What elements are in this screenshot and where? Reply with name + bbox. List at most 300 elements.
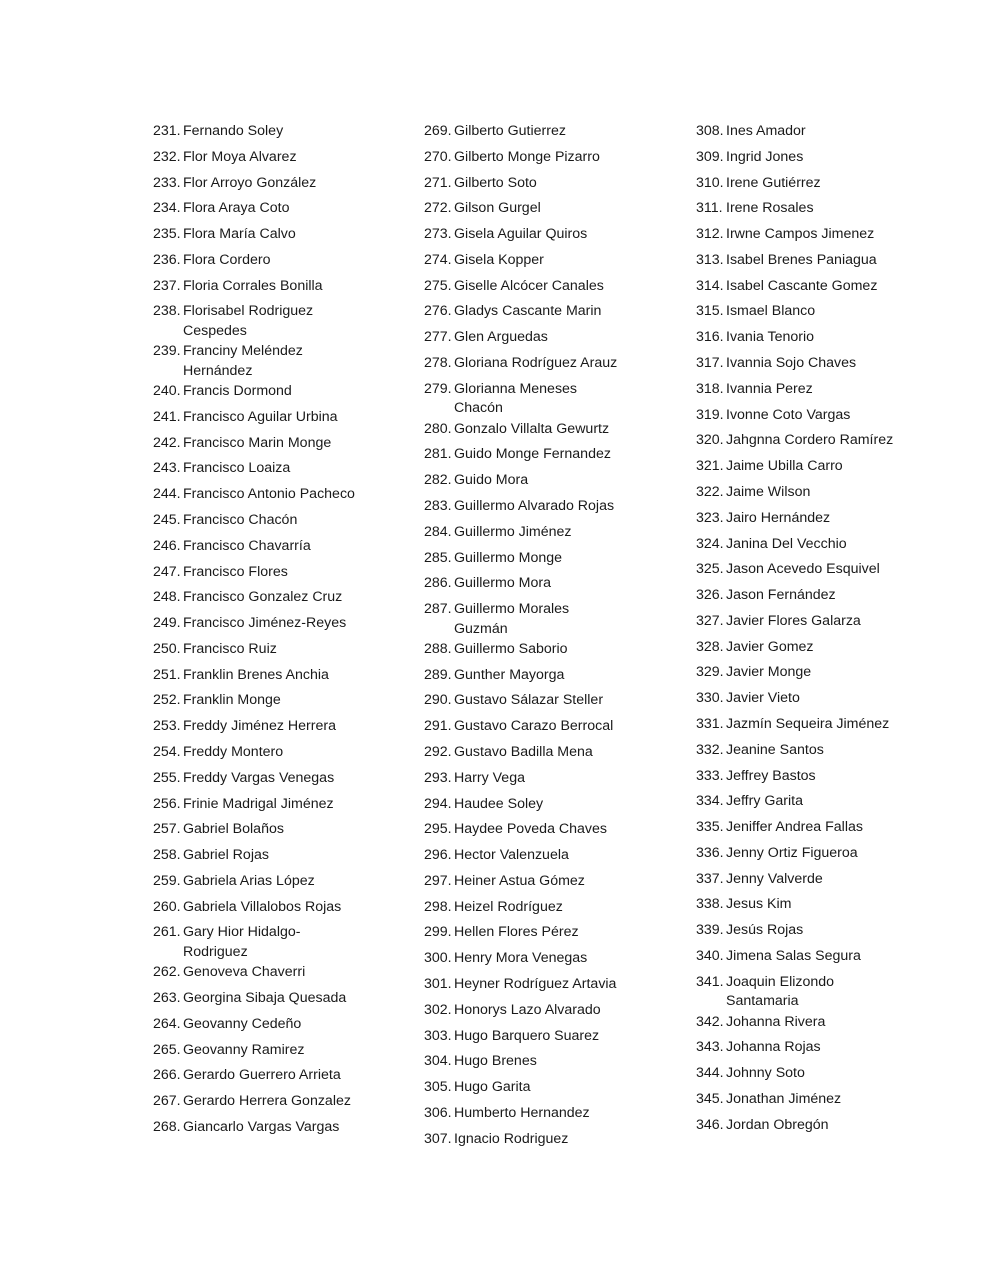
list-item [153,963,403,983]
list-item [153,691,403,711]
list-item-number: 237. [153,277,181,294]
list-item-number: 292. [424,743,452,760]
list-item-number: 341. [696,973,724,990]
list-item [696,302,966,322]
list-item [424,1027,679,1047]
list-item [696,818,966,838]
list-item-name: Gary Hior Hidalgo- Rodriguez [183,924,301,961]
list-item-number: 323. [696,509,724,526]
list-item-name: Gladys Cascante Marin [454,303,602,320]
list-item [696,174,966,194]
list-item-number: 290. [424,692,452,709]
list-item-name: Geovanny Ramirez [183,1041,305,1058]
list-item-number: 286. [424,575,452,592]
list-item [424,1001,679,1021]
list-item [153,174,403,194]
list-item-name: Guillermo Morales Guzmán [454,601,570,637]
name-list-column-3 [696,122,966,1141]
list-item [696,1013,966,1033]
list-item-number: 272. [424,200,452,217]
list-item-number: 308. [696,123,724,139]
list-item-number: 261. [153,924,181,941]
list-item-number: 303. [424,1027,452,1044]
list-item-name: Francis Dormond [183,383,292,400]
list-item-name: Florisabel Rodriguez Cespedes [183,303,314,340]
list-item [153,795,403,815]
list-item-number: 245. [153,511,181,528]
list-item [424,691,679,711]
list-item [696,921,966,941]
list-item-name: Jeniffer Andrea Fallas [726,819,863,836]
list-item-number: 250. [153,640,181,657]
list-item [424,328,679,348]
list-item-number: 283. [424,497,452,514]
list-item [696,870,966,890]
list-item-number: 285. [424,549,452,566]
list-item-number: 291. [424,718,452,735]
list-item [424,302,679,322]
list-item-name: Gustavo Sálazar Steller [454,692,604,709]
list-item-number: 293. [424,769,452,786]
list-item-number: 282. [424,472,452,489]
list-item-name: Gustavo Badilla Mena [454,743,593,760]
list-item-name: Hector Valenzuela [454,847,569,864]
list-item-name: Francisco Aguilar Urbina [183,408,338,425]
list-item [424,898,679,918]
list-item [696,767,966,787]
list-item [153,1015,403,1035]
list-item-number: 277. [424,329,452,346]
list-item-number: 306. [424,1104,452,1121]
list-item-name: Harry Vega [454,769,525,786]
list-item [696,792,966,812]
list-item [153,434,403,454]
list-item-number: 263. [153,990,181,1006]
list-item-name: Freddy Vargas Venegas [183,769,335,786]
list-item-number: 264. [153,1015,181,1032]
list-item-name: Flora Araya Coto [183,200,290,217]
list-item [153,251,403,271]
list-item-number: 337. [696,870,724,887]
list-item-name: Gilberto Gutierrez [454,123,566,139]
list-item [696,560,966,580]
list-item [424,523,679,543]
list-item-name: Hugo Barquero Suarez [454,1027,600,1044]
list-item-number: 258. [153,847,181,864]
list-item [424,354,679,374]
list-item-name: Ismael Blanco [726,303,816,320]
list-item-name: Ivannia Perez [726,380,813,397]
list-item-name: Gabriela Villalobos Rojas [183,898,342,915]
list-item [153,846,403,866]
list-item-name: Jaime Ubilla Carro [726,458,843,475]
list-item-number: 265. [153,1041,181,1058]
list-item [696,663,966,683]
list-item-number: 343. [696,1039,724,1056]
list-item-number: 314. [696,277,724,294]
list-item-name: Glen Arguedas [454,329,548,346]
list-item [153,225,403,245]
list-item-name: Guillermo Jiménez [454,523,572,540]
list-item [696,1064,966,1084]
list-item-name: Hellen Flores Pérez [454,924,579,941]
list-item [153,588,403,608]
list-item-name: Guillermo Saborio [454,640,568,657]
list-item-number: 267. [153,1093,181,1110]
list-item-name: Jesus Kim [726,896,792,913]
list-item [153,511,403,531]
list-item-number: 305. [424,1079,452,1096]
list-item [153,1041,403,1061]
list-item-name: Haudee Soley [454,795,544,812]
list-item [424,640,679,660]
list-item-name: Franciny Meléndez Hernández [183,343,303,379]
list-item-number: 294. [424,795,452,812]
list-item-name: Fernando Soley [183,123,284,139]
list-item-number: 243. [153,460,181,477]
list-item-name: Irene Gutiérrez [726,174,821,191]
list-item-number: 302. [424,1001,452,1018]
list-item-name: Hugo Garita [454,1079,531,1096]
list-item-name: Isabel Brenes Paniagua [726,251,877,268]
list-item-name: Ivonne Coto Vargas [726,406,851,423]
list-item [696,509,966,529]
list-item-name: Ivannia Sojo Chaves [726,355,857,372]
list-item-number: 262. [153,964,181,981]
list-item [153,898,403,918]
list-item [696,741,966,761]
list-item-number: 248. [153,589,181,606]
list-item-number: 346. [696,1116,724,1133]
list-item-number: 340. [696,948,724,964]
list-item-number: 313. [696,251,724,268]
list-item-name: Jeanine Santos [726,741,824,758]
list-item [153,1066,403,1086]
list-item-number: 311. [696,200,723,217]
list-item-number: 233. [153,174,181,191]
list-item-name: Guillermo Monge [454,549,563,566]
list-item [153,382,403,402]
list-item-number: 241. [153,408,181,425]
list-item-number: 344. [696,1065,724,1082]
list-item-name: Ingrid Jones [726,148,804,165]
list-item-name: Javier Vieto [726,690,800,707]
list-item [696,895,966,915]
list-item-name: Haydee Poveda Chaves [454,821,608,838]
list-item-name: Frinie Madrigal Jiménez [183,795,334,812]
list-item-name: Gabriela Arias López [183,872,315,889]
list-item-number: 339. [696,922,724,939]
list-item-name: Hugo Brenes [454,1053,537,1070]
list-item-name: Jason Fernández [726,587,836,604]
list-item-name: Freddy Montero [183,743,284,760]
list-item [696,122,966,142]
list-item-number: 255. [153,769,181,786]
list-item-name: Johnny Soto [726,1065,805,1082]
list-item-name: Gilberto Monge Pizarro [454,148,600,165]
list-item-name: Francisco Marin Monge [183,434,332,451]
list-item-name: Flor Moya Alvarez [183,148,297,165]
list-item-name: Gerardo Guerrero Arrieta [183,1067,341,1084]
list-item [424,122,679,142]
list-item-number: 276. [424,303,452,320]
list-item-name: Jazmín Sequeira Jiménez [726,715,890,732]
list-item-name: Georgina Sibaja Quesada [183,990,347,1006]
list-item [153,485,403,505]
list-item-number: 331. [696,715,724,732]
list-item-number: 242. [153,434,181,451]
list-item [153,614,403,634]
list-item [153,923,403,962]
list-item [696,1038,966,1058]
list-item [696,483,966,503]
list-item [153,459,403,479]
list-item-number: 249. [153,615,181,632]
list-item-number: 298. [424,898,452,915]
list-item-number: 271. [424,174,452,191]
list-item-number: 270. [424,148,452,165]
list-item [153,989,403,1009]
list-item-number: 297. [424,872,452,889]
list-item [424,1130,679,1150]
list-item-number: 289. [424,666,452,683]
list-item [424,277,679,297]
list-item [424,795,679,815]
list-item-name: Javier Flores Galarza [726,612,861,629]
list-item [696,689,966,709]
list-item [696,586,966,606]
list-item [696,354,966,374]
list-item-number: 287. [424,601,452,618]
list-item-number: 246. [153,537,181,554]
list-item [153,666,403,686]
list-item-name: Genoveva Chaverri [183,964,306,981]
list-item [696,612,966,632]
list-item-name: Heiner Astua Gómez [454,872,585,889]
list-item [424,174,679,194]
list-item-number: 318. [696,380,724,397]
list-item-number: 320. [696,432,724,449]
list-item-name: Geovanny Cedeño [183,1015,302,1032]
list-item-number: 278. [424,355,452,372]
list-item-name: Flora Cordero [183,251,271,268]
list-item-name: Jonathan Jiménez [726,1090,842,1107]
list-item [153,148,403,168]
list-item-name: Floria Corrales Bonilla [183,277,323,294]
list-item-name: Irene Rosales [726,200,814,217]
list-item-number: 334. [696,793,724,810]
list-item-number: 279. [424,380,452,397]
list-item [424,225,679,245]
list-item-number: 317. [696,355,724,372]
list-item [696,535,966,555]
list-item-number: 329. [696,664,724,681]
list-item-name: Francisco Antonio Pacheco [183,486,355,503]
list-item-name: Jairo Hernández [726,509,831,526]
list-item-number: 304. [424,1053,452,1070]
list-item [153,302,403,341]
list-item-name: Humberto Hernandez [454,1104,590,1121]
list-item [696,431,966,451]
list-item-name: Glorianna Meneses Chacón [454,380,578,417]
list-item-name: Javier Monge [726,664,812,681]
list-item-number: 324. [696,535,724,552]
list-item-number: 321. [696,458,724,475]
list-item [424,975,679,995]
list-item-name: Jeffrey Bastos [726,767,816,784]
list-item-number: 232. [153,148,181,165]
list-item-number: 319. [696,406,724,423]
list-item [153,122,403,142]
list-item-name: Gloriana Rodríguez Arauz [454,355,618,372]
list-item-number: 236. [153,251,181,268]
list-item-name: Gunther Mayorga [454,666,565,683]
list-item-number: 281. [424,446,452,463]
list-item [153,820,403,840]
list-item-number: 295. [424,821,452,838]
list-item [153,717,403,737]
list-item-number: 330. [696,690,724,707]
list-item-name: Jaime Wilson [726,483,811,500]
list-item-number: 336. [696,844,724,861]
list-item-name: Irwne Campos Jimenez [726,226,875,243]
list-item [153,277,403,297]
list-item [696,1090,966,1110]
list-item [696,973,966,1012]
list-item-number: 274. [424,251,452,268]
list-item [424,666,679,686]
list-item [424,872,679,892]
list-item-number: 338. [696,896,724,913]
list-item-name: Francisco Ruiz [183,640,277,657]
list-item [696,638,966,658]
list-item [696,148,966,168]
list-item [424,1052,679,1072]
list-item-name: Jeffry Garita [726,793,804,810]
list-item-name: Ivania Tenorio [726,329,815,346]
name-list-column-1 [153,122,403,1144]
list-item [696,199,966,219]
list-item-name: Gilberto Soto [454,174,537,191]
list-item-number: 307. [424,1130,452,1147]
list-item-name: Gilson Gurgel [454,200,541,217]
list-item-number: 310. [696,174,724,191]
list-item [424,743,679,763]
list-item [153,769,403,789]
list-item [153,640,403,660]
list-item-name: Guillermo Alvarado Rojas [454,497,615,514]
list-item-number: 235. [153,226,181,243]
list-item [424,820,679,840]
list-item-number: 240. [153,383,181,400]
list-item-number: 247. [153,563,181,580]
list-item-number: 301. [424,976,452,992]
list-item-name: Johanna Rojas [726,1039,821,1056]
list-item [696,328,966,348]
list-item [153,342,403,381]
list-item [424,497,679,517]
list-item-name: Gustavo Carazo Berrocal [454,718,614,735]
list-item-name: Jenny Valverde [726,870,823,887]
list-item-number: 268. [153,1118,181,1135]
list-item [424,717,679,737]
list-item [696,457,966,477]
list-item-number: 269. [424,123,452,139]
list-item-number: 328. [696,638,724,655]
list-item-number: 231. [153,123,181,139]
list-item [424,199,679,219]
list-item [424,1104,679,1124]
list-item-name: Flor Arroyo González [183,174,317,191]
list-item-number: 260. [153,898,181,915]
list-item-number: 254. [153,743,181,760]
list-item-number: 244. [153,486,181,503]
list-item [696,251,966,271]
list-item-name: Giancarlo Vargas Vargas [183,1118,340,1135]
list-item [424,420,679,440]
list-item [153,537,403,557]
list-item-name: Joaquin Elizondo Santamaria [726,973,835,1010]
list-item-number: 322. [696,483,724,500]
list-item-number: 251. [153,666,181,683]
list-item-name: Franklin Brenes Anchia [183,666,329,683]
list-item-number: 239. [153,343,181,360]
list-item-name: Guido Monge Fernandez [454,446,611,463]
list-item-number: 273. [424,226,452,243]
list-item-name: Johanna Rivera [726,1013,826,1030]
list-item [153,1118,403,1138]
list-item [696,947,966,967]
list-item-number: 315. [696,303,724,320]
list-item-number: 327. [696,612,724,629]
list-item [696,715,966,735]
list-item-name: Jesús Rojas [726,922,804,939]
list-item-name: Isabel Cascante Gomez [726,277,878,294]
list-item-name: Heyner Rodríguez Artavia [454,976,617,992]
list-item-number: 234. [153,200,181,217]
list-item-name: Javier Gomez [726,638,814,655]
list-item-number: 257. [153,821,181,838]
list-item [153,872,403,892]
list-item [696,1116,966,1136]
list-item-name: Francisco Chavarría [183,537,311,554]
list-item-number: 288. [424,640,452,657]
list-item-name: Ignacio Rodriguez [454,1130,569,1147]
list-item-name: Gerardo Herrera Gonzalez [183,1093,351,1110]
list-item-name: Francisco Gonzalez Cruz [183,589,343,606]
list-item-name: Heizel Rodríguez [454,898,563,915]
list-item [153,199,403,219]
list-item-number: 252. [153,692,181,709]
list-item-name: Jordan Obregón [726,1116,829,1133]
list-item-name: Guillermo Mora [454,575,551,592]
list-item-name: Henry Mora Venegas [454,950,588,967]
list-item [696,277,966,297]
list-item [696,844,966,864]
list-item [696,406,966,426]
list-item-name: Flora María Calvo [183,226,296,243]
list-item-number: 326. [696,587,724,604]
list-item-name: Honorys Lazo Alvarado [454,1001,601,1018]
list-item-number: 325. [696,561,724,578]
list-item-name: Jimena Salas Segura [726,948,861,964]
list-item-number: 345. [696,1090,724,1107]
list-item [424,574,679,594]
list-item-name: Jahgnna Cordero Ramírez [726,432,894,449]
list-item [696,380,966,400]
list-item-name: Franklin Monge [183,692,281,709]
list-item-name: Giselle Alcócer Canales [454,277,604,294]
